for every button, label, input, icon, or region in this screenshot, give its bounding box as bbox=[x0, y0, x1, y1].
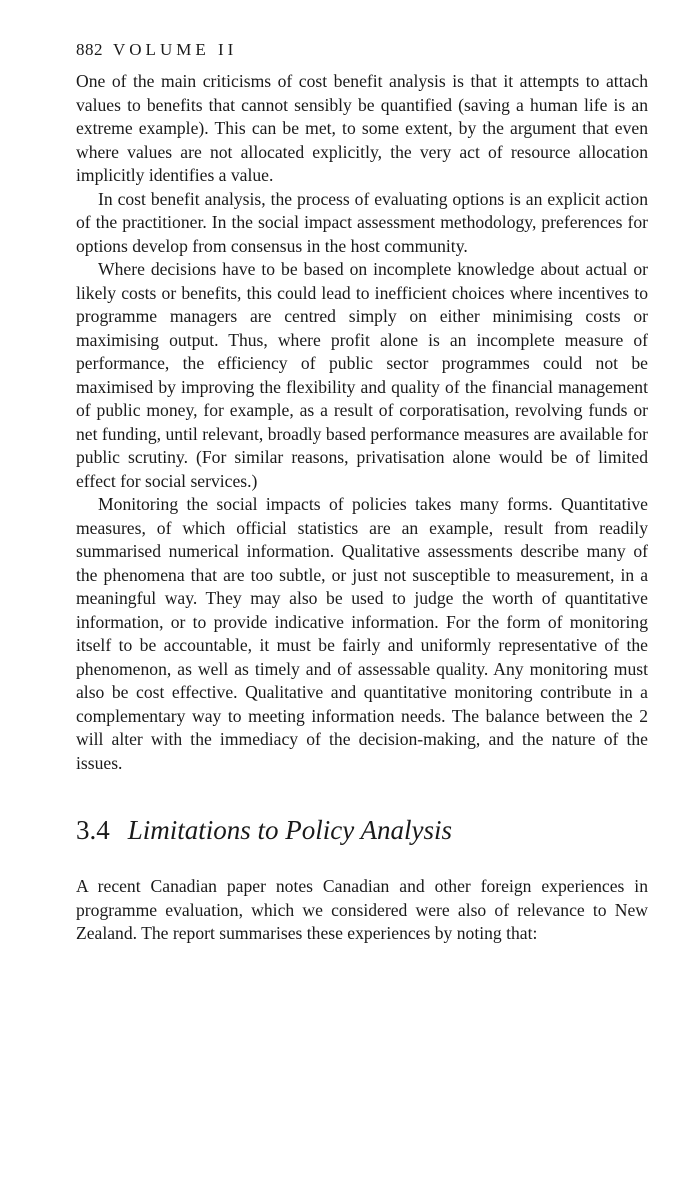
body-paragraph: Monitoring the social impacts of policies takes many forms. Quantitative measures, of which official statistics are an example, result from readily summarised numerical information. Qualitative assessments describe many of the phenomena that are too subtle, or just not susceptible to measurement, in a meaningful way. They may also be used to judge the worth of quantitative information, or to provide indicative information. For the form of monitoring itself to be accountable, it must be fairly and uniformly representative of the phenomenon, as well as timely and of assessable quality. Any monitoring must also be cost effective. Qualitative and quantitative monitoring contribute in a complementary way to meeting information needs. The balance between the 2 will alter with the immediacy of the decision-making, and the nature of the issues. bbox=[76, 494, 648, 773]
document-page bbox=[76, 38, 648, 946]
section-number: 3.4 bbox=[76, 815, 110, 845]
section-title: Limitations to Policy Analysis bbox=[127, 815, 453, 845]
section-heading bbox=[76, 813, 648, 847]
body-paragraph: One of the main criticisms of cost benefit analysis is that it attempts to attach values to benefits that cannot sensibly be quantified (saving a human life is an extreme example). This can be met, to some extent, by the argument that even where values are not allocated explicitly, the very act of resource allocation implicitly identifies a value. bbox=[76, 71, 648, 185]
body-paragraph: A recent Canadian paper notes Canadian and other foreign experiences in programme evaluation, which we considered were also of relevance to New Zealand. The report summarises these experiences by noting that: bbox=[76, 876, 648, 943]
body-paragraph: In cost benefit analysis, the process of evaluating options is an explicit action of the practitioner. In the social impact assessment methodology, preferences for options develop from consensus in the host community. bbox=[76, 188, 648, 256]
body-paragraph: Where decisions have to be based on incomplete knowledge about actual or likely costs or benefits, this could lead to inefficient choices where incentives to programme managers are centred simply on either minimising costs or maximising output. Thus, where profit alone is an incomplete measure of performance, the efficiency of public sector programmes could not be maximised by improving the flexibility and quality of the financial management of public money, for example, as a result of corporatisation, revolving funds or net funding, until relevant, broadly based performance measures are available for public scrutiny. (For similar reasons, privatisation alone would be of limited effect for social services.) bbox=[76, 259, 648, 491]
page-number: 882 bbox=[76, 40, 103, 59]
volume-label: VOLUME II bbox=[113, 40, 238, 59]
running-head bbox=[76, 38, 648, 62]
